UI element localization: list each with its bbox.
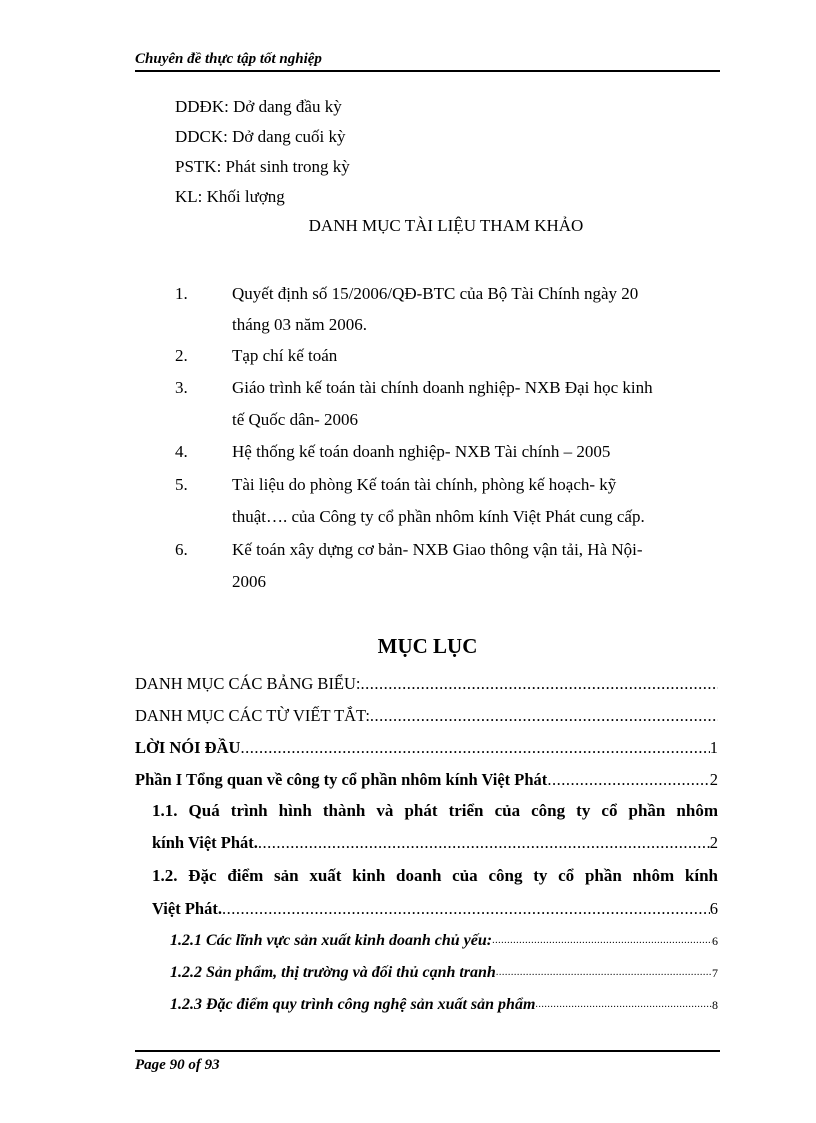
toc-entry-label: kính Việt Phát. [152, 833, 258, 852]
footer-page-number: Page 90 of 93 [135, 1057, 220, 1073]
toc-entry-label: Việt Phát. [152, 899, 222, 918]
reference-number: 5. [175, 475, 188, 494]
toc-leader [240, 738, 709, 758]
reference-number: 3. [175, 378, 188, 397]
references-title: DANH MỤC TÀI LIỆU THAM KHẢO [308, 216, 584, 235]
page-header [135, 48, 720, 72]
toc-entry[interactable] [135, 706, 718, 726]
page-footer [135, 1050, 720, 1078]
reference-text: Kế toán xây dựng cơ bản- NXB Giao thông vận tải, Hà Nội- [232, 540, 643, 559]
reference-text: Quyết định số 15/2006/QĐ-BTC của Bộ Tài Chính ngày 20 [232, 284, 639, 303]
toc-leader [547, 770, 709, 790]
toc-entry[interactable] [135, 674, 718, 694]
reference-text: Tạp chí kế toán [232, 346, 338, 365]
toc-entry-label: Phần I Tổng quan về công ty cổ phần nhôm kính Việt Phát [135, 770, 548, 789]
toc-entry[interactable] [170, 963, 718, 983]
toc-entry-label: DANH MỤC CÁC BẢNG BIỂU: [135, 674, 361, 693]
toc-leader [535, 995, 712, 1015]
reference-text: tế Quốc dân- 2006 [232, 410, 359, 429]
toc-entry[interactable] [135, 738, 718, 758]
abbreviation-item: DDĐK: Dở dang đầu kỳ [175, 97, 342, 116]
toc-entry-label: DANH MỤC CÁC TỪ VIẾT TẮT: [135, 706, 370, 725]
toc-entry-label: 1.1. Quá trình hình thành và phát triển của công ty cổ phần nhôm [152, 801, 718, 820]
toc-entry-label: 1.2.2 Sản phẩm, thị trường và đối thủ cạnh tranh [170, 964, 496, 981]
reference-text: 2006 [232, 572, 266, 591]
toc-leader [361, 674, 718, 694]
reference-number: 1. [175, 284, 188, 303]
toc-entry[interactable] [170, 995, 718, 1015]
toc-entry-page: 7 [712, 966, 718, 980]
toc-entry[interactable] [152, 899, 718, 919]
abbreviation-item: PSTK: Phát sinh trong kỳ [175, 157, 350, 176]
toc-entry-page: 6 [712, 934, 718, 948]
toc-leader [222, 899, 710, 919]
reference-number: 4. [175, 442, 188, 461]
header-title: Chuyên đề thực tập tốt nghiệp [135, 51, 322, 67]
toc-leader [258, 833, 710, 853]
reference-text: thuật…. của Công ty cổ phần nhôm kính Việt Phát cung cấp. [232, 507, 645, 526]
reference-number: 6. [175, 540, 188, 559]
toc-entry-page: 2 [709, 833, 718, 852]
toc-entry-label: 1.2. Đặc điểm sản xuất kinh doanh của công ty cổ phần nhôm kính [152, 866, 718, 885]
toc-leader [370, 706, 718, 726]
toc-entry-page: 8 [712, 998, 718, 1012]
toc-entry-page: 2 [709, 770, 718, 789]
toc-entry-label: LỜI NÓI ĐẦU [135, 738, 241, 757]
toc-leader [496, 963, 712, 983]
abbreviation-item: DDCK: Dở dang cuối kỳ [175, 127, 346, 146]
toc-leader [492, 931, 712, 951]
reference-text: Giáo trình kế toán tài chính doanh nghiệp- NXB Đại học kinh [232, 378, 653, 397]
toc-title: MỤC LỤC [377, 634, 478, 658]
reference-text: Hệ thống kế toán doanh nghiệp- NXB Tài chính – 2005 [232, 442, 611, 461]
toc-entry[interactable] [135, 770, 718, 790]
reference-text: tháng 03 năm 2006. [232, 315, 368, 334]
toc-entry-page: 6 [709, 899, 718, 918]
toc-entry-label: 1.2.1 Các lĩnh vực sản xuất kinh doanh chủ yếu: [170, 932, 493, 949]
toc-entry[interactable] [170, 931, 718, 951]
reference-number: 2. [175, 346, 188, 365]
toc-entry-label: 1.2.3 Đặc điểm quy trình công nghệ sản xuất sản phẩm [170, 996, 536, 1013]
toc-entry-page: 1 [709, 738, 718, 757]
reference-text: Tài liệu do phòng Kế toán tài chính, phòng kế hoạch- kỹ [232, 475, 617, 494]
toc-entry[interactable] [152, 833, 718, 853]
abbreviation-item: KL: Khối lượng [175, 187, 285, 206]
